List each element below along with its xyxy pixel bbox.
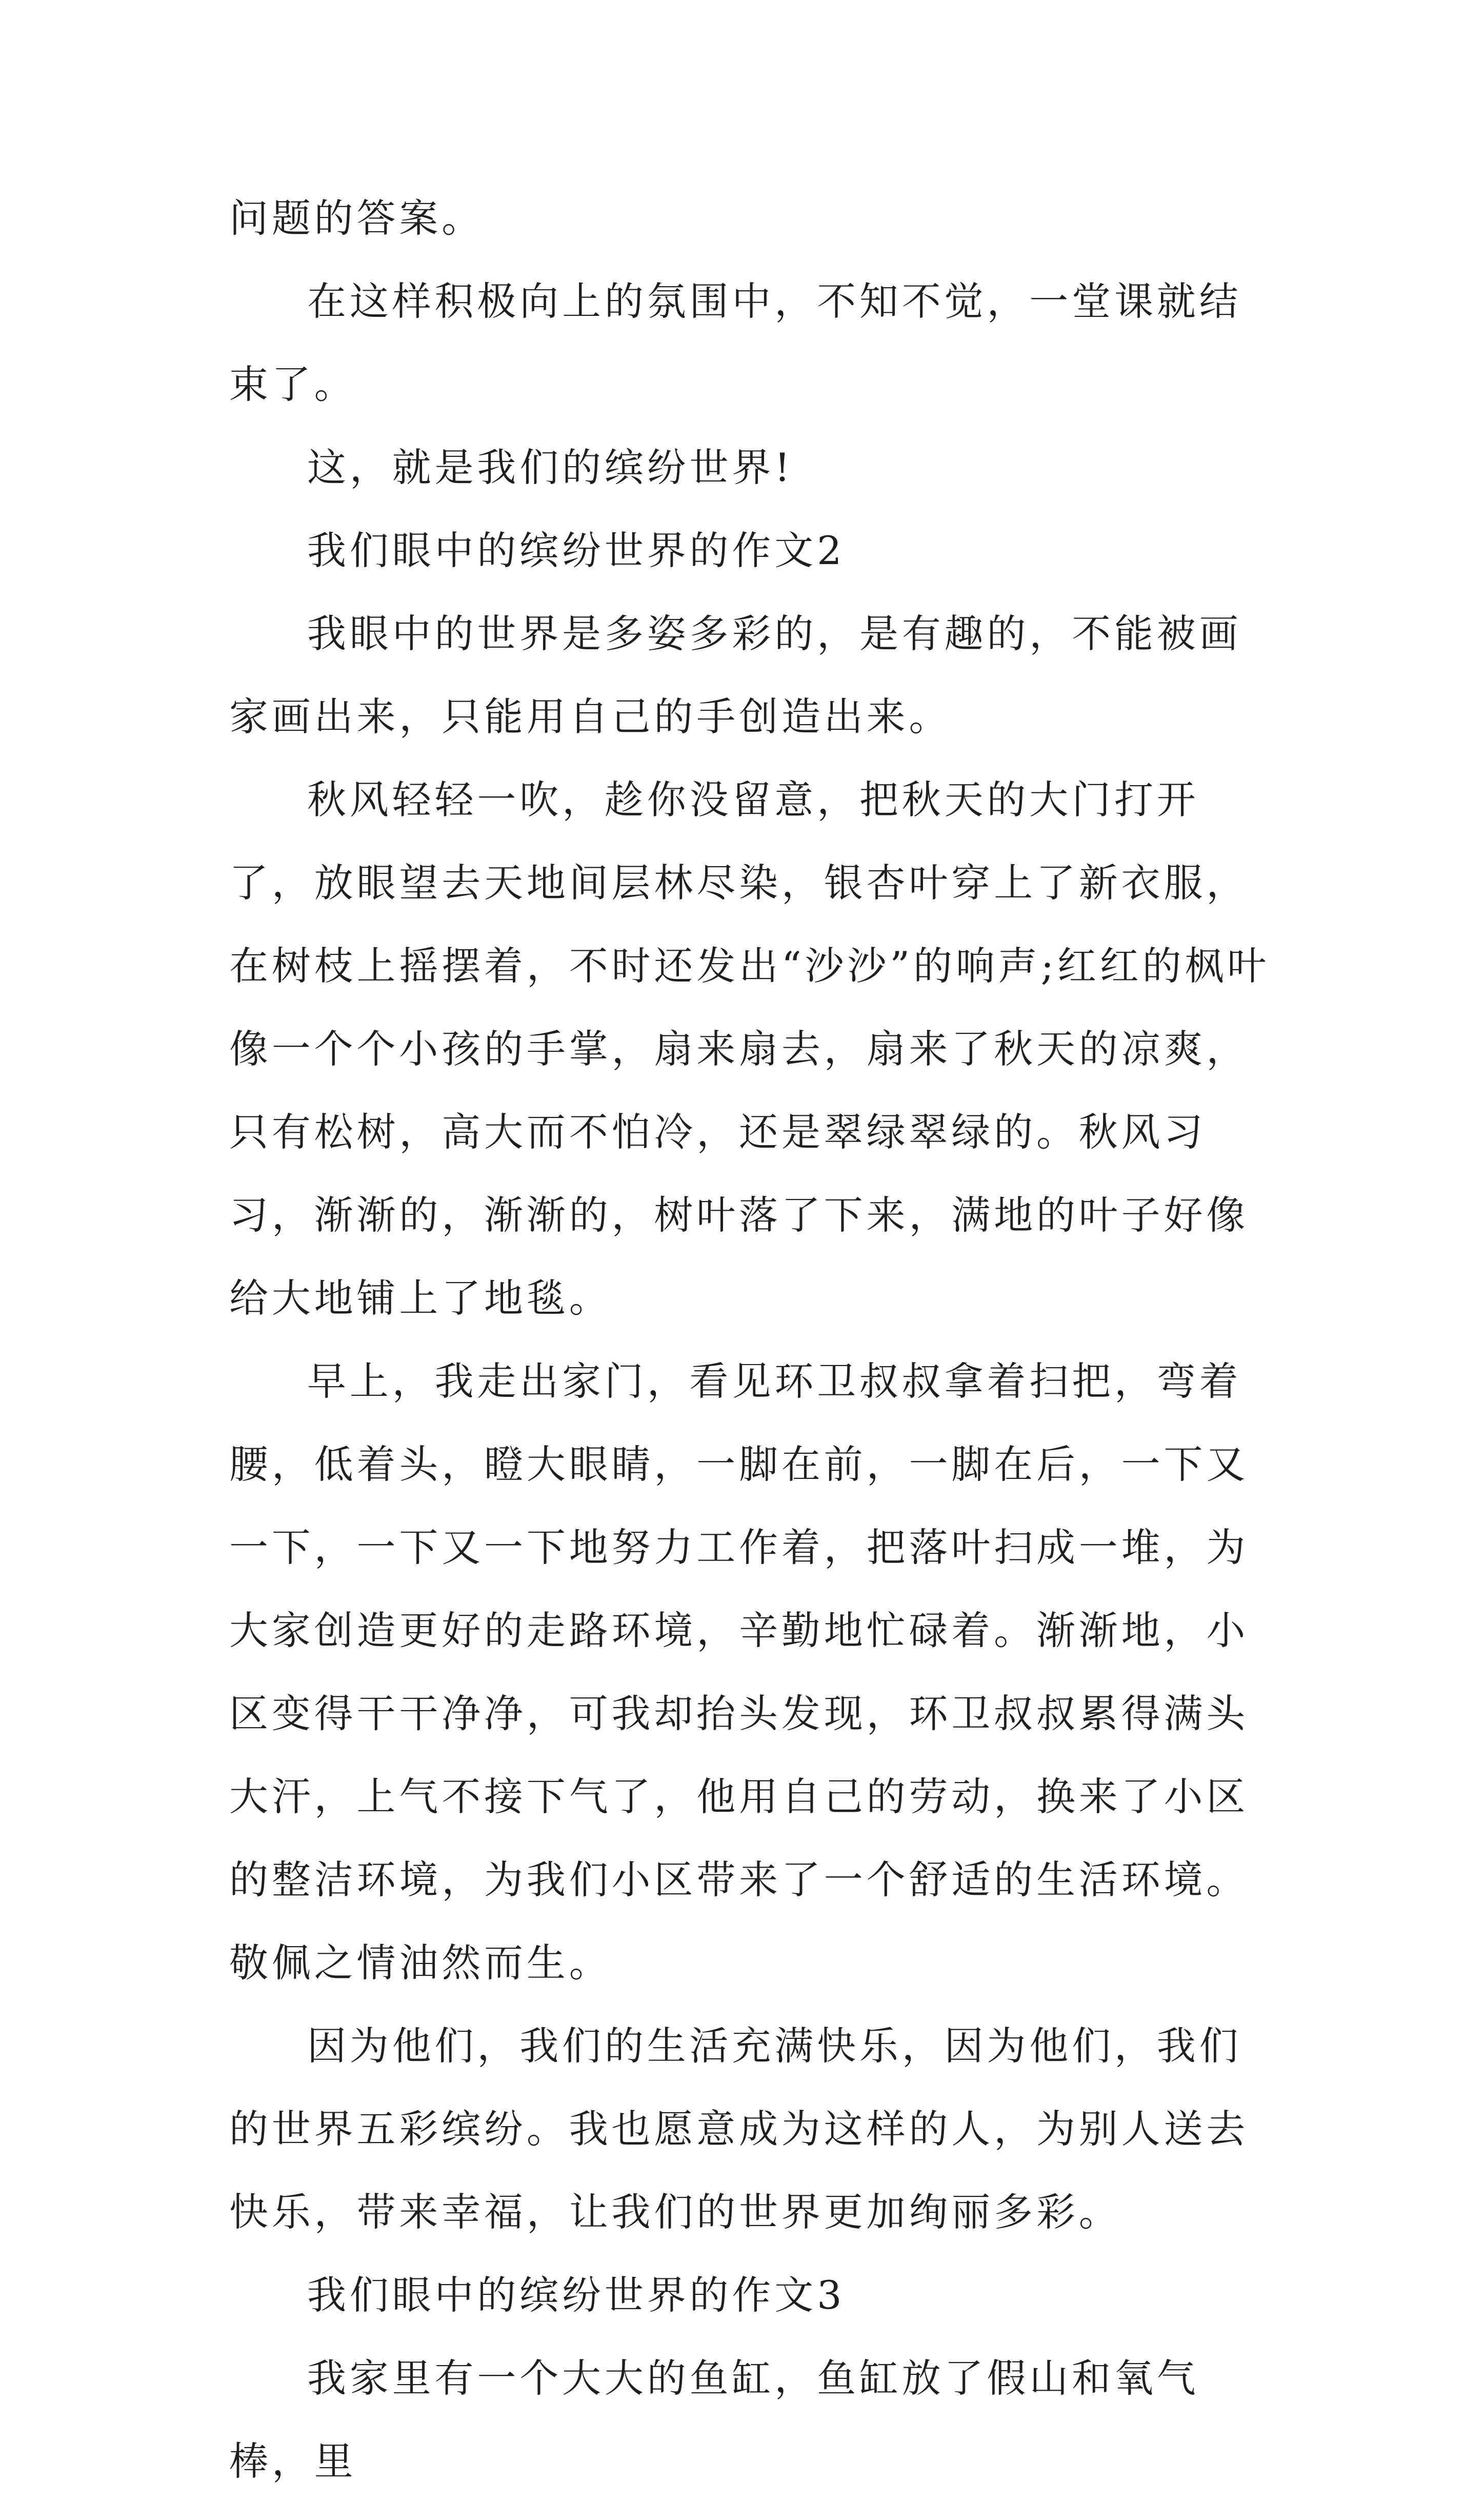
essay-heading-2: 我们眼中的缤纷世界的作文2 xyxy=(307,528,846,573)
article-body xyxy=(229,177,1275,2503)
paragraph-10: 我家里有一个大大的鱼缸，鱼缸放了假山和氧气棒，里 xyxy=(229,2355,1199,2484)
paragraph-2: 在这样积极向上的氛围中，不知不觉，一堂课就结束了。 xyxy=(229,278,1242,407)
paragraph-6: 秋风轻轻一吹，趁你没留意，把秋天的大门打开了，放眼望去天地间层林尽染，银杏叶穿上了新衣服，在树枝上摇摆着，不时还发出“沙沙”的响声;红红的枫叶像一个个小孩的手掌，扇来扇去，扇来了秋天的凉爽，只有松树，高大而不怕冷，还是翠绿翠绿的。秋风习习，渐渐的，渐渐的，树叶落了下来，满地的叶子好像给大地铺上了地毯。 xyxy=(229,777,1270,1321)
paragraph-8: 因为他们，我们的生活充满快乐，因为他们，我们的世界五彩缤纷。我也愿意成为这样的人，为别人送去快乐，带来幸福，让我们的世界更加绚丽多彩。 xyxy=(229,2023,1249,2235)
paragraph-3: 这，就是我们的缤纷世界! xyxy=(307,445,794,490)
essay-heading-3: 我们眼中的缤纷世界的作文3 xyxy=(307,2272,846,2318)
paragraph-7: 早上，我走出家门，看见环卫叔叔拿着扫把，弯着腰，低着头，瞪大眼睛，一脚在前，一脚在后，一下又一下，一下又一下地努力工作着，把落叶扫成一堆，为大家创造更好的走路环境，辛勤地忙碌着。渐渐地，小区变得干干净净，可我却抬头发现，环卫叔叔累得满头大汗，上气不接下气了，他用自己的劳动，换来了小区的整洁环境，为我们小区带来了一个舒适的生活环境。敬佩之情油然而生。 xyxy=(229,1358,1249,1986)
paragraph-5: 我眼中的世界是多姿多彩的，是有趣的，不能被画家画出来，只能用自己的手创造出来。 xyxy=(229,611,1242,739)
paragraph-1: 问题的答案。 xyxy=(229,195,485,241)
